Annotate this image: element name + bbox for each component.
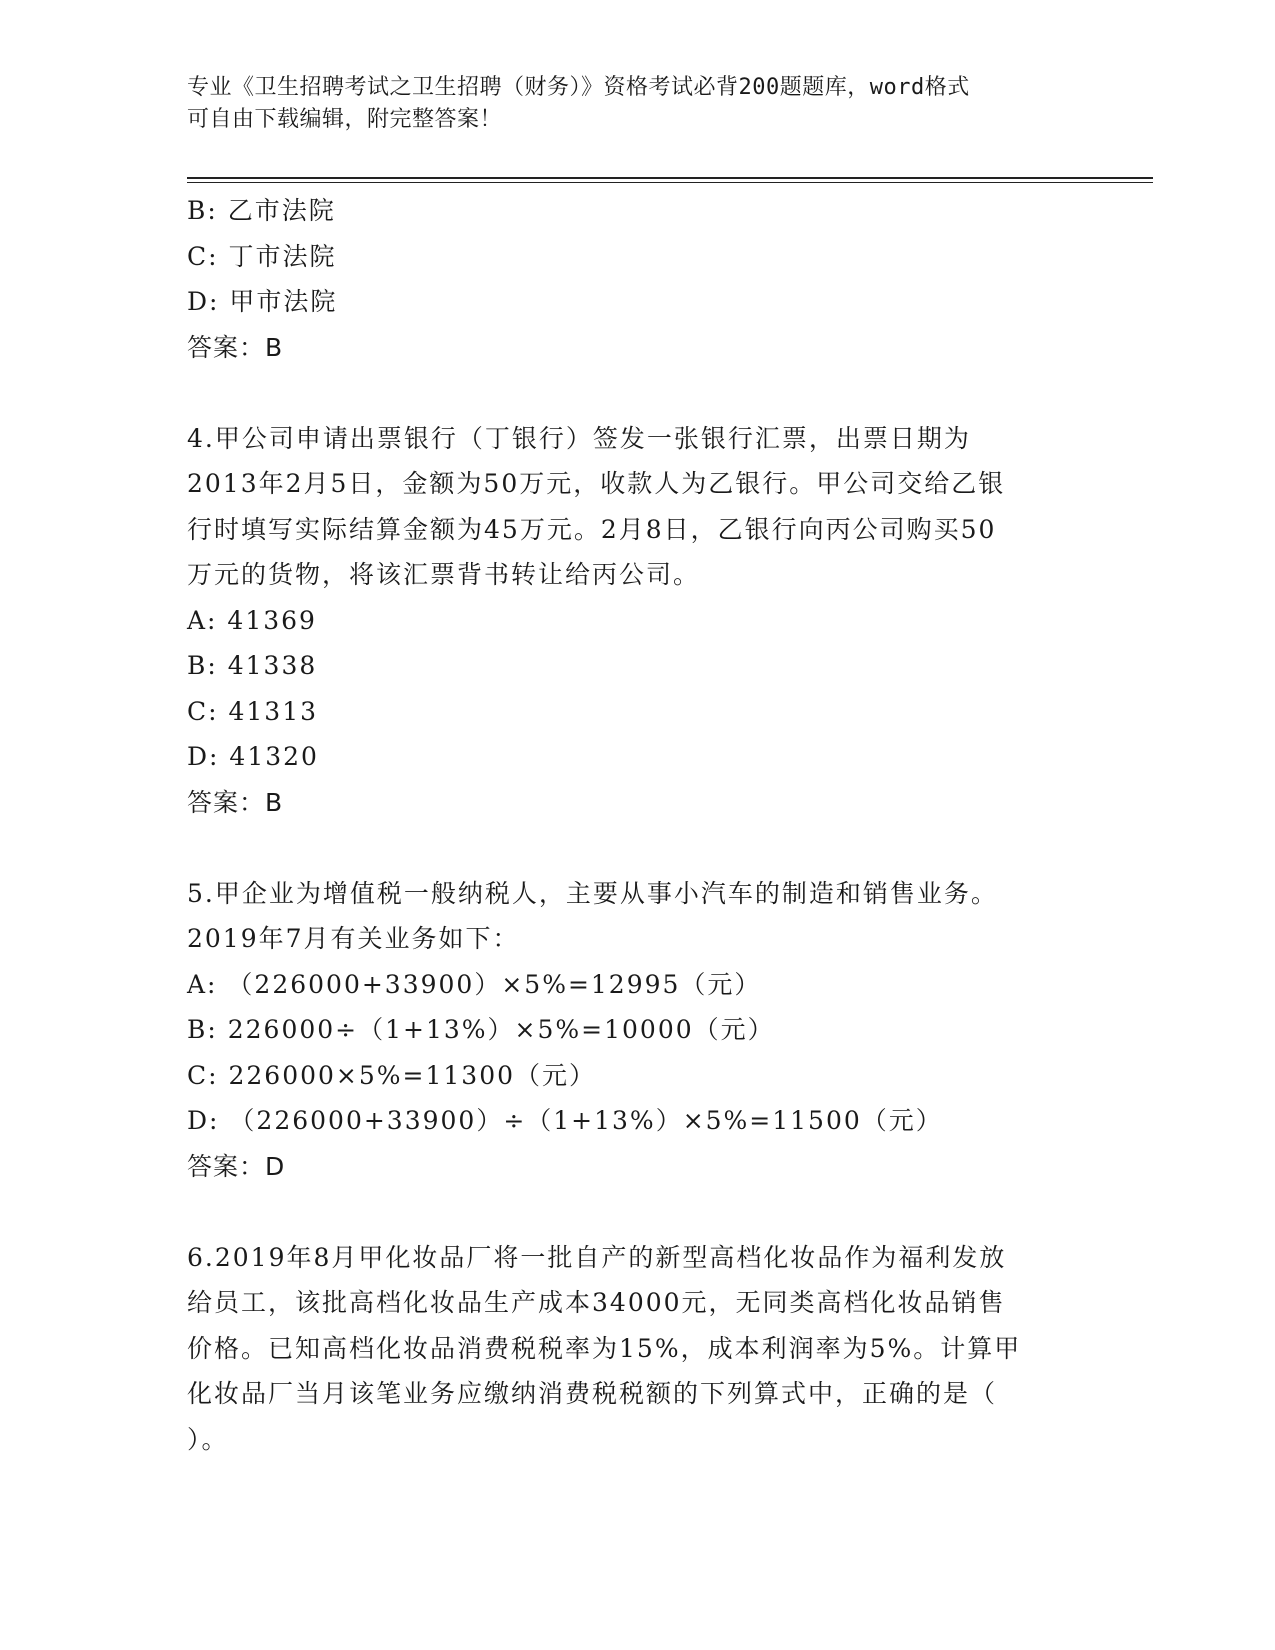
option-d: D: 甲市法院	[187, 287, 338, 316]
option-b: B: 226000÷（1+13%）×5%=10000（元）	[187, 1015, 775, 1044]
spacer	[187, 825, 1087, 871]
question-text-line: 万元的货物，将该汇票背书转让给丙公司。	[187, 560, 701, 589]
option-a: A: （226000+33900）×5%=12995（元）	[187, 969, 762, 999]
answer-line: 答案：B	[187, 787, 284, 817]
question-text-line: 行时填写实际结算金额为45万元。2月8日，乙银行向丙公司购买50	[187, 514, 997, 544]
spacer	[187, 1189, 1087, 1235]
question-text-line: 给员工，该批高档化妆品生产成本34000元，无同类高档化妆品销售	[187, 1288, 1006, 1317]
option-b: B: 41338	[187, 651, 318, 680]
answer-line: 答案：D	[187, 1151, 286, 1181]
header-title-line-2: 可自由下载编辑，附完整答案！	[187, 107, 503, 132]
question-4	[187, 416, 1087, 826]
question-6	[187, 1235, 1087, 1463]
option-c: C: 41313	[187, 696, 319, 726]
question-text-line: 化妆品厂当月该笔业务应缴纳消费税税额的下列算式中，正确的是（	[187, 1379, 998, 1408]
question-text-line: ）。	[187, 1424, 229, 1454]
question-text-line: 价格。已知高档化妆品消费税税率为15%，成本利润率为5%。计算甲	[187, 1333, 1022, 1363]
question-text-line: 4.甲公司申请出票银行（丁银行）签发一张银行汇票，出票日期为	[187, 423, 971, 453]
option-a: A: 41369	[187, 605, 317, 635]
option-d: D: （226000+33900）÷（1+13%）×5%=11500（元）	[187, 1106, 943, 1135]
question-text-line: 6.2019年8月甲化妆品厂将一批自产的新型高档化妆品作为福利发放	[187, 1242, 1007, 1272]
question-3-continued	[187, 188, 1087, 370]
question-5	[187, 871, 1087, 1190]
option-c: C: 226000×5%=11300（元）	[187, 1060, 597, 1090]
spacer	[187, 370, 1087, 416]
option-d: D: 41320	[187, 742, 319, 771]
option-c: C: 丁市法院	[187, 241, 337, 271]
answer-line: 答案：B	[187, 332, 284, 362]
document-body	[187, 188, 1087, 1462]
document-header	[187, 72, 1087, 136]
question-text-line: 5.甲企业为增值税一般纳税人，主要从事小汽车的制造和销售业务。	[187, 878, 998, 908]
header-divider-thin	[187, 182, 1153, 183]
question-text-line: 2019年7月有关业务如下：	[187, 924, 520, 953]
question-text-line: 2013年2月5日，金额为50万元，收款人为乙银行。甲公司交给乙银	[187, 469, 1006, 498]
header-divider-thick	[187, 177, 1153, 179]
header-title-line-1: 专业《卫生招聘考试之卫生招聘（财务）》资格考试必背200题题库，word格式	[187, 75, 970, 100]
option-b: B: 乙市法院	[187, 196, 336, 225]
